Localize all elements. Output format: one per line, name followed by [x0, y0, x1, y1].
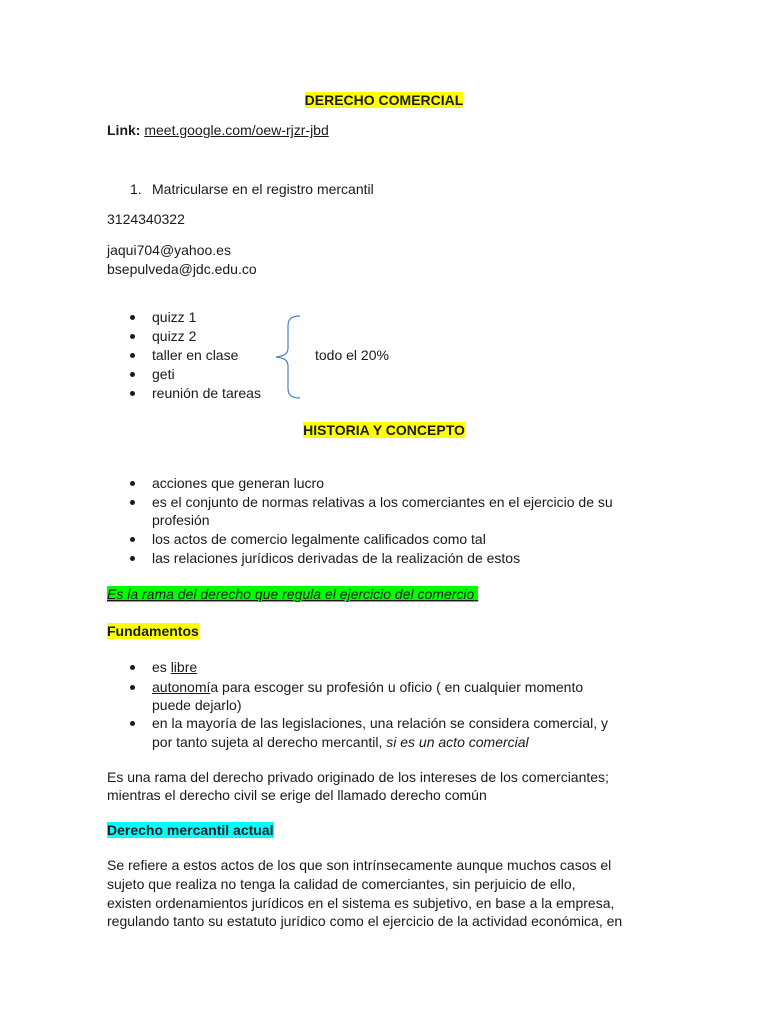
curly-brace-icon	[270, 312, 306, 402]
grading-item: quizz 1	[152, 309, 197, 325]
bullet-dot	[130, 481, 135, 486]
bullet-dot	[130, 556, 135, 561]
list-item: es el conjunto de normas relativas a los comerciantes en el ejercicio de su	[152, 494, 613, 510]
bullet-dot	[130, 353, 135, 358]
section-heading-actual: Derecho mercantil actual	[107, 822, 274, 838]
paragraph-line: existen ordenamientos jurídicos en el sistema es subjetivo, en base a la empresa,	[107, 895, 615, 911]
list-item: es libre	[152, 659, 198, 675]
meet-link[interactable]: meet.google.com/oew-rjzr-jbd	[144, 122, 329, 138]
list-item-continuation: puede dejarlo)	[152, 697, 242, 713]
list-item-continuation: por tanto sujeta al derecho mercantil, si es un acto comercial	[152, 734, 529, 750]
email-2: bsepulveda@jdc.edu.co	[107, 261, 257, 277]
link-label: Link:	[107, 122, 141, 138]
list-item: acciones que generan lucro	[152, 475, 325, 491]
numbered-item-number: 1.	[130, 181, 142, 197]
grading-item: taller en clase	[152, 347, 239, 363]
paragraph-line: regulando tanto su estatuto jurídico como el ejercicio de la actividad económica, en	[107, 913, 623, 929]
numbered-item-text: Matricularse en el registro mercantil	[152, 181, 374, 197]
paragraph-line: Se refiere a estos actos de los que son intrínsecamente aunque muchos casos el	[107, 857, 612, 873]
list-item: las relaciones jurídicos derivadas de la realización de estos	[152, 550, 521, 566]
link-row	[107, 121, 329, 140]
bullet-dot	[130, 721, 135, 726]
paragraph-line: mientras el derecho civil se erige del llamado derecho común	[107, 787, 487, 803]
bullet-dot	[130, 537, 135, 542]
list-item-continuation: profesión	[152, 512, 210, 528]
section-heading-fundamentos: Fundamentos	[107, 623, 199, 639]
grading-item: reunión de tareas	[152, 385, 261, 401]
bullet-dot	[130, 315, 135, 320]
list-item: en la mayoría de las legislaciones, una relación se considera comercial, y	[152, 715, 609, 731]
document-title: DERECHO COMERCIAL	[304, 92, 464, 108]
bullet-dot	[130, 391, 135, 396]
paragraph-line: Es una rama del derecho privado originado de los intereses de los comerciantes;	[107, 769, 609, 785]
section-heading-historia: HISTORIA Y CONCEPTO	[303, 422, 465, 438]
definition-text: Es la rama del derecho que regula el ejercicio del comercio	[107, 585, 478, 604]
grading-item: quizz 2	[152, 328, 197, 344]
phone-number: 3124340322	[107, 211, 185, 227]
bullet-dot	[130, 372, 135, 377]
bullet-dot	[130, 665, 135, 670]
grading-item: geti	[152, 366, 175, 382]
email-1: jaqui704@yahoo.es	[107, 242, 231, 258]
paragraph-line: sujeto que realiza no tenga la calidad de comerciantes, sin perjuicio de ello,	[107, 876, 576, 892]
bullet-dot	[130, 685, 135, 690]
bullet-dot	[130, 500, 135, 505]
list-item: autonomía para escoger su profesión u oficio ( en cualquier momento	[152, 679, 584, 695]
grading-note: todo el 20%	[315, 347, 389, 363]
list-item: los actos de comercio legalmente calificados como tal	[152, 531, 486, 547]
bullet-dot	[130, 334, 135, 339]
